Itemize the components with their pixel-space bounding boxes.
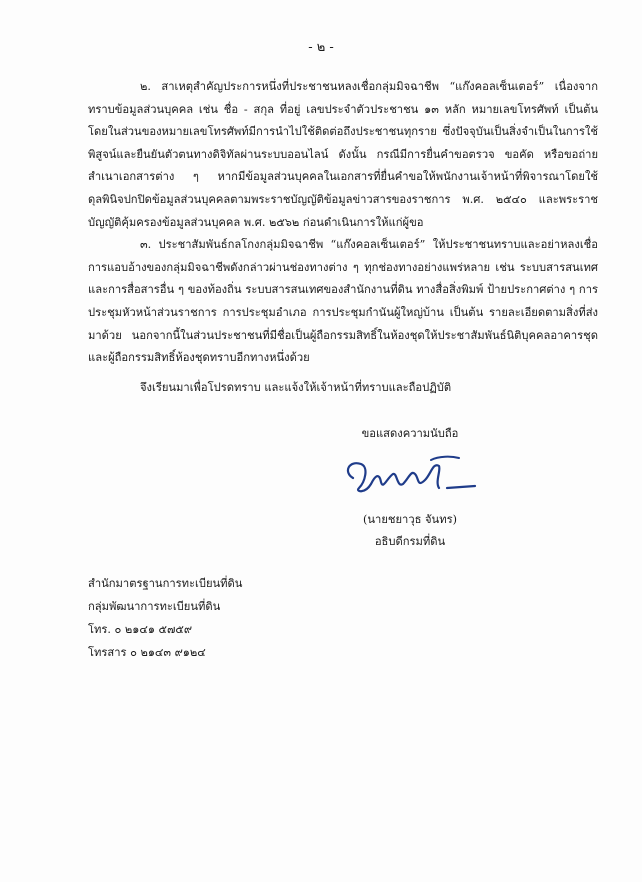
regards-text: ขอแสดงความนับถือ <box>361 427 459 440</box>
fax-number: โทรสาร ๐ ๒๑๔๓ ๙๑๒๔ <box>88 646 206 659</box>
paragraph-item-2: ๒. สาเหตุสำคัญประการหนึ่งที่ประชาชนหลงเชื่อกลุ่มมิจฉาชีพ “แก๊งคอลเซ็นเตอร์” เนื่องจากทราบข้อมูลส่วนบุคคล เช่น ชื่อ - สกุล ที่อยู่ เลขประจำตัวประชาชน ๑๓ หลัก หมายเลขโทรศัพท์ เป็นต้น โดยในส่วนของหมายเลขโทรศัพท์มีการนำไปใช้ติดต่อถึงประชาชนทุกราย ซึ่งปัจจุบันเป็นสิ่งจำเป็นในการใช้พิสูจน์และยืนยันตัวตนทางดิจิทัลผ่านระบบออนไลน์ ดังนั้น กรณีมีการยื่นคำขอตรวจ ขอคัด หรือขอถ่ายสำเนาเอกสารต่าง ๆ หากมีข้อมูลส่วนบุคคลในเอกสารที่ยื่นคำขอให้พนักงานเจ้าหน้าที่พิจารณาโดยใช้ดุลพินิจปกปิดข้อมูลส่วนบุคคลตามพระราชบัญญัติข้อมูลข่าวสารของราชการ พ.ศ. ๒๕๔๐ และพระราชบัญญัติคุ้มครองข้อมูลส่วนบุคคล พ.ศ. ๒๕๖๒ ก่อนดำเนินการให้แก่ผู้ขอ <box>88 80 598 229</box>
phone-number: โทร. ๐ ๒๑๔๑ ๕๗๕๙ <box>88 623 193 636</box>
page-number: - ๒ - <box>308 40 334 55</box>
paragraph-item-3: ๓. ประชาสัมพันธ์กลโกงกลุ่มมิจฉาชีพ “แก๊งคอลเซ็นเตอร์” ให้ประชาชนทราบและอย่าหลงเชื่อการแอบอ้างของกลุ่มมิจฉาชีพดังกล่าวผ่านช่องทางต่าง ๆ ทุกช่องทางอย่างแพร่หลาย เช่น ระบบสารสนเทศและการสื่อสารอื่น ๆ ของท้องถิ่น ระบบสารสนเทศของสำนักงานที่ดิน ทางสื่อสิ่งพิมพ์ ป้ายประกาศต่าง ๆ การประชุมหัวหน้าส่วนราชการ การประชุมอำเภอ การประชุมกำนันผู้ใหญ่บ้าน เป็นต้น รายละเอียดตามสิ่งที่ส่งมาด้วย นอกจากนี้ในส่วนประชาชนที่มีชื่อเป็นผู้ถือกรรมสิทธิ์ในห้องชุดให้ประชาสัมพันธ์นิติบุคคลอาคารชุดและผู้ถือกรรมสิทธิ์ห้องชุดทราบอีกทางหนึ่งด้วย <box>88 238 598 365</box>
division-name: กลุ่มพัฒนาการทะเบียนที่ดิน <box>88 600 221 613</box>
handwritten-signature <box>335 448 485 504</box>
signatory-title: อธิบดีกรมที่ดิน <box>374 535 446 548</box>
letter-body <box>88 76 598 370</box>
signatory-name: (นายชยาวุธ จันทร) <box>363 513 457 526</box>
sender-contact-block <box>88 572 388 664</box>
closing-sentence: จึงเรียนมาเพื่อโปรดทราบ และแจ้งให้เจ้าหน้าที่ทราบและถือปฏิบัติ <box>140 381 452 394</box>
signature-block <box>300 424 520 550</box>
office-name: สำนักมาตรฐานการทะเบียนที่ดิน <box>88 577 243 590</box>
